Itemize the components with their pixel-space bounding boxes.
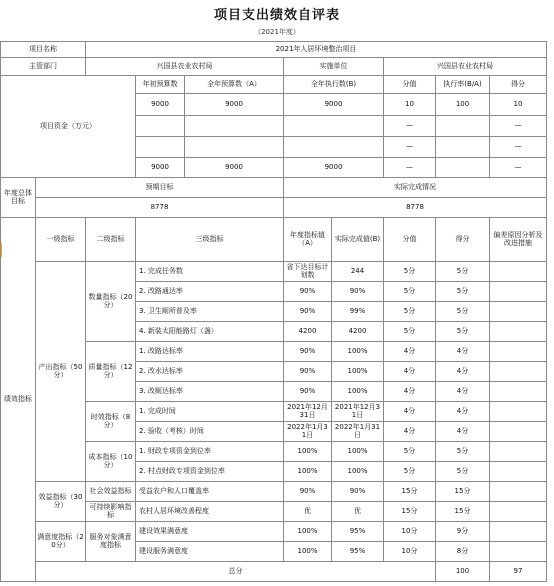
col-exec: 全年执行数(B) bbox=[284, 76, 384, 94]
indicator-reason bbox=[490, 342, 547, 362]
indicator-score: 5分 bbox=[384, 282, 436, 302]
h-points: 得分 bbox=[436, 218, 490, 262]
evaluation-table bbox=[0, 41, 547, 582]
cost-indicator-label: 成本指标（10分） bbox=[86, 442, 136, 482]
indicator-reason bbox=[490, 542, 547, 562]
fund-initial: 9000 bbox=[136, 158, 185, 178]
col-points: 得分 bbox=[490, 76, 547, 94]
indicator-name: 1. 完成时间 bbox=[136, 402, 284, 422]
indicator-points: 8分 bbox=[436, 542, 490, 562]
indicator-name: 2. 改水达标率 bbox=[136, 362, 284, 382]
fund-points: — bbox=[490, 158, 547, 178]
indicator-points: 4分 bbox=[436, 402, 490, 422]
indicator-score: 5分 bbox=[384, 462, 436, 482]
total-points: 97 bbox=[490, 562, 547, 582]
indicator-actual: 2022年1月31日 bbox=[332, 422, 384, 442]
indicator-reason bbox=[490, 282, 547, 302]
goals-value-row bbox=[1, 198, 547, 218]
h-reason: 偏差原因分析及改进措施 bbox=[490, 218, 547, 262]
indicator-score: 5分 bbox=[384, 262, 436, 282]
col-rate: 执行率(B/A) bbox=[436, 76, 490, 94]
indicator-points: 5分 bbox=[436, 462, 490, 482]
indicator-actual: 100% bbox=[332, 382, 384, 402]
indicator-name: 2. 村点财政专项资金到位率 bbox=[136, 462, 284, 482]
fund-points: 10 bbox=[490, 94, 547, 116]
indicator-points: 4分 bbox=[436, 342, 490, 362]
indicator-name: 1. 改路达标率 bbox=[136, 342, 284, 362]
page-title: 项目支出绩效自评表 bbox=[213, 8, 340, 23]
indicator-target: 2022年1月31日 bbox=[284, 422, 332, 442]
fund-rate: 100 bbox=[436, 94, 490, 116]
indicator-reason bbox=[490, 302, 547, 322]
indicator-reason bbox=[490, 522, 547, 542]
indicator-score: 10分 bbox=[384, 522, 436, 542]
indicator-name: 建设服务满意度 bbox=[136, 542, 284, 562]
fund-full: 9000 bbox=[185, 94, 284, 116]
goals-header-row bbox=[1, 178, 547, 198]
project-name-row bbox=[1, 42, 547, 58]
actual-value: 8778 bbox=[284, 198, 547, 218]
indicator-points: 4分 bbox=[436, 362, 490, 382]
timeliness-indicator-label: 时效指标（8分） bbox=[86, 402, 136, 442]
indicator-actual: 244 bbox=[332, 262, 384, 282]
total-score: 100 bbox=[436, 562, 490, 582]
indicator-name: 1. 完成任务数 bbox=[136, 262, 284, 282]
indicator-points: 9分 bbox=[436, 522, 490, 542]
col-initial: 年初预算数 bbox=[136, 76, 185, 94]
h-level1: 一级指标 bbox=[36, 218, 86, 262]
perf-section-label: 绩效指标 bbox=[1, 218, 36, 582]
indicator-points: 4分 bbox=[436, 382, 490, 402]
funds-section-label: 项目资金（万元） bbox=[1, 76, 136, 178]
impl-value: 兴国县农业农村局 bbox=[384, 58, 547, 76]
indicator-points: 5分 bbox=[436, 302, 490, 322]
fund-full bbox=[185, 137, 284, 158]
quality-indicator-label: 质量指标（12分） bbox=[86, 342, 136, 402]
fund-exec bbox=[284, 116, 384, 137]
indicator-score: 4分 bbox=[384, 422, 436, 442]
indicator-actual: 90% bbox=[332, 282, 384, 302]
indicator-reason bbox=[490, 382, 547, 402]
perf-header-row bbox=[1, 218, 547, 262]
fund-score: — bbox=[384, 116, 436, 137]
indicator-actual: 100% bbox=[332, 442, 384, 462]
indicator-target: 90% bbox=[284, 362, 332, 382]
indicator-reason bbox=[490, 482, 547, 502]
indicator-actual: 99% bbox=[332, 302, 384, 322]
indicator-score: 5分 bbox=[384, 442, 436, 462]
indicator-name: 3. 改厕达标率 bbox=[136, 382, 284, 402]
fund-rate bbox=[436, 137, 490, 158]
indicator-name: 农村人居环境改善程度 bbox=[136, 502, 284, 522]
indicator-target: 2021年12月31日 bbox=[284, 402, 332, 422]
indicator-points: 4分 bbox=[436, 422, 490, 442]
indicator-row bbox=[1, 482, 547, 502]
indicator-actual: 100% bbox=[332, 342, 384, 362]
fund-initial bbox=[136, 116, 185, 137]
indicator-actual: 95% bbox=[332, 522, 384, 542]
indicator-actual: 95% bbox=[332, 542, 384, 562]
indicator-score: 15分 bbox=[384, 502, 436, 522]
goals-label: 年度总体目标 bbox=[1, 178, 36, 218]
indicator-reason bbox=[490, 362, 547, 382]
total-row bbox=[1, 562, 547, 582]
indicator-target: 100% bbox=[284, 542, 332, 562]
h-score: 分值 bbox=[384, 218, 436, 262]
fund-score: 10 bbox=[384, 94, 436, 116]
indicator-points: 5分 bbox=[436, 322, 490, 342]
h-level3: 三级指标 bbox=[136, 218, 284, 262]
indicator-target: 优 bbox=[284, 502, 332, 522]
fund-score: — bbox=[384, 137, 436, 158]
social-indicator-label: 社会效益指标 bbox=[86, 482, 136, 502]
indicator-reason bbox=[490, 502, 547, 522]
sustain-indicator-label: 可持续影响指标 bbox=[86, 502, 136, 522]
fund-exec bbox=[284, 137, 384, 158]
indicator-name: 3. 卫生厕所普及率 bbox=[136, 302, 284, 322]
indicator-actual: 2021年12月31日 bbox=[332, 402, 384, 422]
indicator-actual: 优 bbox=[332, 502, 384, 522]
indicator-name: 2. 验收（考核）时间 bbox=[136, 422, 284, 442]
impl-label: 实施单位 bbox=[284, 58, 384, 76]
indicator-score: 4分 bbox=[384, 362, 436, 382]
h-level2: 二级指标 bbox=[86, 218, 136, 262]
fund-score: — bbox=[384, 158, 436, 178]
indicator-reason bbox=[490, 462, 547, 482]
service-indicator-label: 服务对象满意度指标 bbox=[86, 522, 136, 562]
indicator-name: 2. 改路通达率 bbox=[136, 282, 284, 302]
indicator-reason bbox=[490, 422, 547, 442]
funds-header-row bbox=[1, 76, 547, 94]
indicator-points: 5分 bbox=[436, 282, 490, 302]
indicator-target: 90% bbox=[284, 302, 332, 322]
indicator-target: 90% bbox=[284, 282, 332, 302]
h-target: 年度指标值（A） bbox=[284, 218, 332, 262]
actual-label: 实际完成情况 bbox=[284, 178, 547, 198]
indicator-score: 4分 bbox=[384, 402, 436, 422]
expected-label: 预期目标 bbox=[36, 178, 284, 198]
indicator-score: 4分 bbox=[384, 382, 436, 402]
project-name-label: 项目名称 bbox=[1, 42, 86, 58]
h-actual: 实际完成值(B) bbox=[332, 218, 384, 262]
col-full: 全年预算数（A） bbox=[185, 76, 284, 94]
indicator-target: 100% bbox=[284, 462, 332, 482]
fund-initial bbox=[136, 137, 185, 158]
fund-full: 9000 bbox=[185, 158, 284, 178]
indicator-name: 1. 财政专项资金到位率 bbox=[136, 442, 284, 462]
indicator-target: 100% bbox=[284, 522, 332, 542]
col-score: 分值 bbox=[384, 76, 436, 94]
indicator-points: 15分 bbox=[436, 502, 490, 522]
indicator-target: 90% bbox=[284, 382, 332, 402]
indicator-reason bbox=[490, 322, 547, 342]
indicator-target: 100% bbox=[284, 442, 332, 462]
indicator-reason bbox=[490, 262, 547, 282]
indicator-score: 15分 bbox=[384, 482, 436, 502]
indicator-points: 15分 bbox=[436, 482, 490, 502]
fund-points: — bbox=[490, 116, 547, 137]
indicator-score: 5分 bbox=[384, 302, 436, 322]
fund-exec: 9000 bbox=[284, 158, 384, 178]
expected-value: 8778 bbox=[36, 198, 284, 218]
indicator-points: 5分 bbox=[436, 262, 490, 282]
fund-full bbox=[185, 116, 284, 137]
indicator-target: 省下达目标计划数 bbox=[284, 262, 332, 282]
fund-initial: 9000 bbox=[136, 94, 185, 116]
output-indicator-label: 产出指标（50分） bbox=[36, 262, 86, 482]
year-subtitle: （2021年度） bbox=[254, 28, 300, 36]
indicator-score: 4分 bbox=[384, 342, 436, 362]
fund-rate bbox=[436, 158, 490, 178]
indicator-actual: 100% bbox=[332, 462, 384, 482]
satisfaction-indicator-label: 满意度指标（20分） bbox=[36, 522, 86, 562]
indicator-target: 90% bbox=[284, 342, 332, 362]
indicator-score: 5分 bbox=[384, 322, 436, 342]
indicator-name: 建设效果满意度 bbox=[136, 522, 284, 542]
dept-label: 主管部门 bbox=[1, 58, 86, 76]
indicator-reason bbox=[490, 442, 547, 462]
indicator-points: 5分 bbox=[436, 442, 490, 462]
fund-exec: 9000 bbox=[284, 94, 384, 116]
indicator-actual: 4200 bbox=[332, 322, 384, 342]
indicator-row bbox=[1, 262, 547, 282]
dept-value: 兴国县农业农村局 bbox=[86, 58, 284, 76]
fund-rate bbox=[436, 116, 490, 137]
indicator-reason bbox=[490, 402, 547, 422]
indicator-score: 10分 bbox=[384, 542, 436, 562]
indicator-target: 90% bbox=[284, 482, 332, 502]
indicator-name: 4. 新装太阳能路灯（盏） bbox=[136, 322, 284, 342]
indicator-target: 4200 bbox=[284, 322, 332, 342]
indicator-actual: 90% bbox=[332, 482, 384, 502]
benefit-indicator-label: 效益指标（30分） bbox=[36, 482, 86, 522]
department-row bbox=[1, 58, 547, 76]
indicator-row bbox=[1, 522, 547, 542]
indicator-actual: 100% bbox=[332, 362, 384, 382]
total-label: 总分 bbox=[36, 562, 436, 582]
project-name-value: 2021年人居环境整治项目 bbox=[86, 42, 547, 58]
quantity-indicator-label: 数量指标（20分） bbox=[86, 262, 136, 342]
indicator-name: 受益农户和人口覆盖率 bbox=[136, 482, 284, 502]
fund-points: — bbox=[490, 137, 547, 158]
